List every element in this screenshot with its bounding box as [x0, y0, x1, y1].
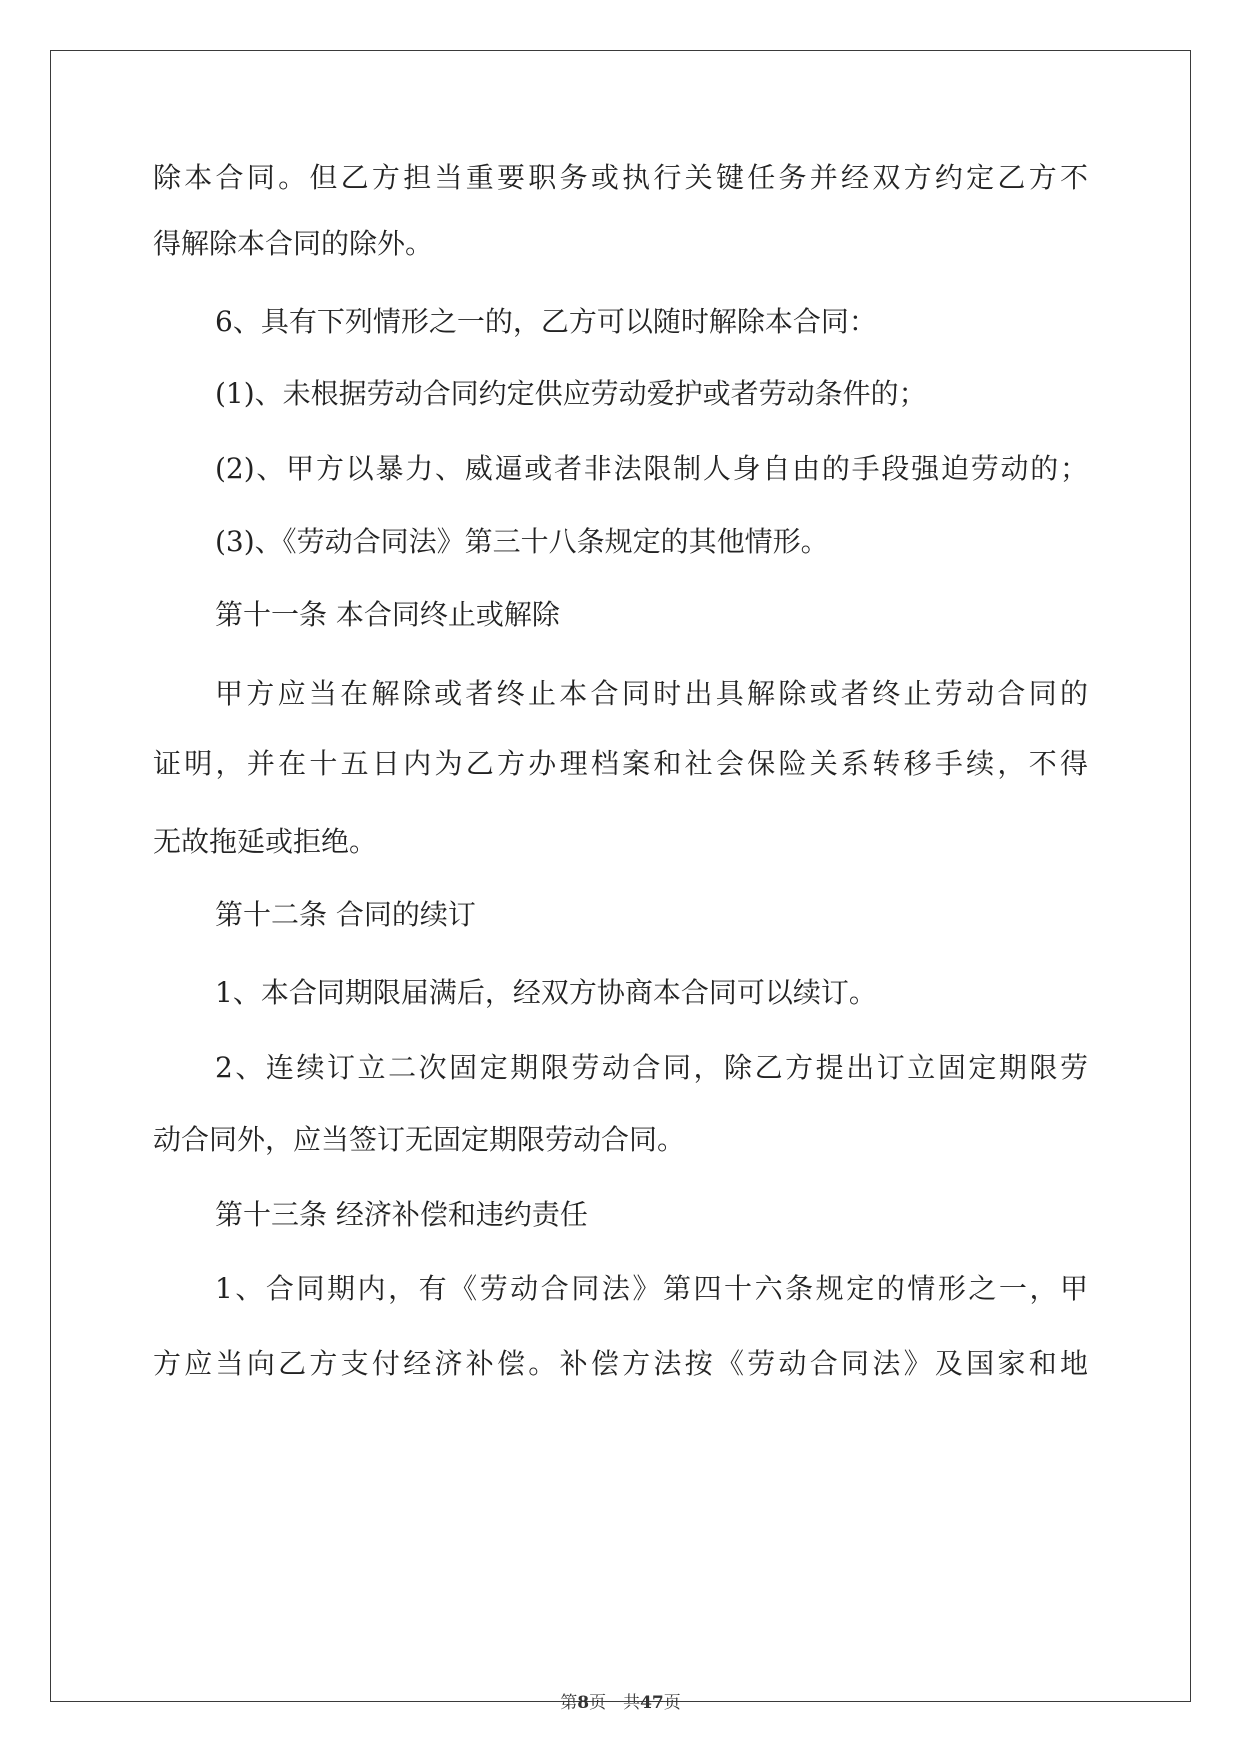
text-line: 证明，并在十五日内为乙方办理档案和社会保险关系转移手续，不得: [153, 747, 1088, 780]
footer-suffix: 页: [663, 1693, 681, 1713]
text-line: 1、本合同期限届满后，经双方协商本合同可以续订。: [215, 976, 877, 1009]
text-line: 6、具有下列情形之一的，乙方可以随时解除本合同：: [215, 305, 877, 338]
text-line: (2)、甲方以暴力、威逼或者非法限制人身自由的手段强迫劳动的；: [215, 452, 1088, 485]
text-line: 方应当向乙方支付经济补偿。补偿方法按《劳动合同法》及国家和地: [153, 1347, 1088, 1380]
text-line: 2、连续订立二次固定期限劳动合同，除乙方提出订立固定期限劳: [215, 1051, 1088, 1084]
page-footer: [0, 1688, 1241, 1713]
text-line: 除本合同。但乙方担当重要职务或执行关键任务并经双方约定乙方不: [153, 161, 1088, 194]
text-line: 无故拖延或拒绝。: [153, 825, 378, 858]
text-line: (1)、未根据劳动合同约定供应劳动爱护或者劳动条件的；: [215, 377, 927, 410]
page-border: [50, 50, 1191, 1702]
section-heading: 第十二条 合同的续订: [215, 898, 476, 931]
current-page-number: 8: [577, 1693, 590, 1713]
text-line: 甲方应当在解除或者终止本合同时出具解除或者终止劳动合同的: [215, 677, 1088, 710]
footer-prefix: 第: [560, 1693, 578, 1713]
total-page-number: 47: [640, 1693, 664, 1713]
text-line: (3)、《劳动合同法》第三十八条规定的其他情形。: [215, 525, 829, 558]
text-line: 得解除本合同的除外。: [153, 227, 434, 260]
section-heading: 第十一条 本合同终止或解除: [215, 598, 560, 631]
section-heading: 第十三条 经济补偿和违约责任: [215, 1198, 588, 1231]
footer-middle: 页 共: [589, 1693, 641, 1713]
text-line: 1、合同期内，有《劳动合同法》第四十六条规定的情形之一，甲: [215, 1272, 1088, 1305]
text-line: 动合同外，应当签订无固定期限劳动合同。: [153, 1123, 686, 1156]
